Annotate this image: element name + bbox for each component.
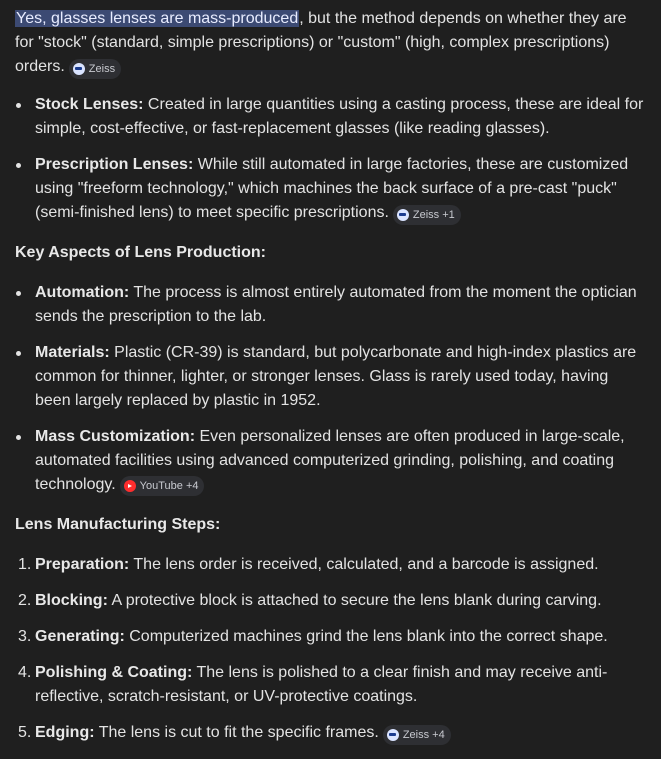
item-title: Preparation:	[35, 556, 130, 573]
bullet-icon	[16, 103, 21, 108]
source-chip-zeiss[interactable]	[393, 205, 461, 225]
list-item	[15, 589, 647, 613]
item-title: Edging:	[35, 724, 95, 741]
list-item	[15, 661, 647, 709]
list-item	[15, 341, 647, 413]
list-item	[15, 425, 647, 497]
source-chip-youtube[interactable]	[120, 476, 205, 496]
item-title: Generating:	[35, 628, 125, 645]
lens-type-list	[15, 93, 647, 225]
item-title: Stock Lenses:	[35, 96, 144, 113]
zeiss-icon	[387, 729, 399, 741]
source-chip-zeiss[interactable]	[69, 59, 121, 79]
steps-heading: Lens Manufacturing Steps:	[15, 516, 221, 533]
source-chip-label: Zeiss	[88, 62, 116, 75]
step-number: 4.	[18, 664, 32, 681]
list-item	[15, 721, 647, 745]
item-title: Materials:	[35, 344, 110, 361]
item-title: Blocking:	[35, 592, 108, 609]
source-chip-zeiss[interactable]	[383, 725, 451, 745]
item-title: Mass Customization:	[35, 428, 196, 445]
aspects-heading: Key Aspects of Lens Production:	[15, 244, 266, 261]
item-text: While still automated in large factories, these are customized using "freeform technology," which machines the back surface of a pre-cast "puck" (semi-finished lens) to meet specific prescriptions.	[35, 156, 629, 221]
youtube-icon	[124, 480, 136, 492]
source-chip-label: Zeiss +4	[402, 728, 445, 741]
zeiss-icon	[397, 209, 409, 221]
item-text: Created in large quantities using a casting process, these are ideal for simple, cost-effective, or fast-replacement glasses (like reading glasses).	[35, 96, 644, 137]
list-item	[15, 93, 647, 141]
list-item	[15, 153, 647, 225]
item-text: Computerized machines grind the lens blank into the correct shape.	[124, 628, 608, 645]
item-text: A protective block is attached to secure the lens blank during carving.	[107, 592, 602, 609]
item-title: Automation:	[35, 284, 130, 301]
step-number: 2.	[18, 592, 32, 609]
bullet-icon	[16, 291, 21, 296]
list-item	[15, 625, 647, 649]
intro-text: , but the method depends on whether they are for "stock" (standard, simple prescriptions) or "custom" (high, complex prescriptions) orders.	[15, 10, 627, 75]
aspects-list	[15, 281, 647, 497]
bullet-icon	[16, 435, 21, 440]
zeiss-icon	[73, 63, 85, 75]
item-text: The lens order is received, calculated, and a barcode is assigned.	[129, 556, 599, 573]
step-number: 5.	[18, 724, 32, 741]
item-title: Prescription Lenses:	[35, 156, 194, 173]
list-item	[15, 281, 647, 329]
list-item	[15, 553, 647, 577]
item-text: The lens is cut to fit the specific frames.	[94, 724, 379, 741]
highlighted-text: Yes, glasses lenses are mass-produced	[16, 10, 299, 27]
item-text: Plastic (CR-39) is standard, but polycarbonate and high-index plastics are common for thinner, lighter, or stronger lenses. Glass is rarely used today, having been largely replaced by plastic in 1952.	[35, 344, 637, 409]
intro-paragraph	[15, 7, 647, 79]
step-number: 3.	[18, 628, 32, 645]
item-text: The lens is polished to a clear finish and may receive anti-reflective, scratch-resistant, or UV-protective coatings.	[35, 664, 608, 705]
source-chip-label: Zeiss +1	[412, 208, 455, 221]
item-title: Polishing & Coating:	[35, 664, 193, 681]
step-number: 1.	[18, 556, 32, 573]
bullet-icon	[16, 351, 21, 356]
item-text: The process is almost entirely automated from the moment the optician sends the prescription to the lab.	[35, 284, 637, 325]
source-chip-label: YouTube +4	[139, 480, 199, 492]
steps-list	[15, 553, 647, 745]
item-text: Even personalized lenses are often produced in large-scale, automated facilities using advanced computerized grinding, polishing, and coating technology.	[35, 428, 625, 493]
bullet-icon	[16, 163, 21, 168]
